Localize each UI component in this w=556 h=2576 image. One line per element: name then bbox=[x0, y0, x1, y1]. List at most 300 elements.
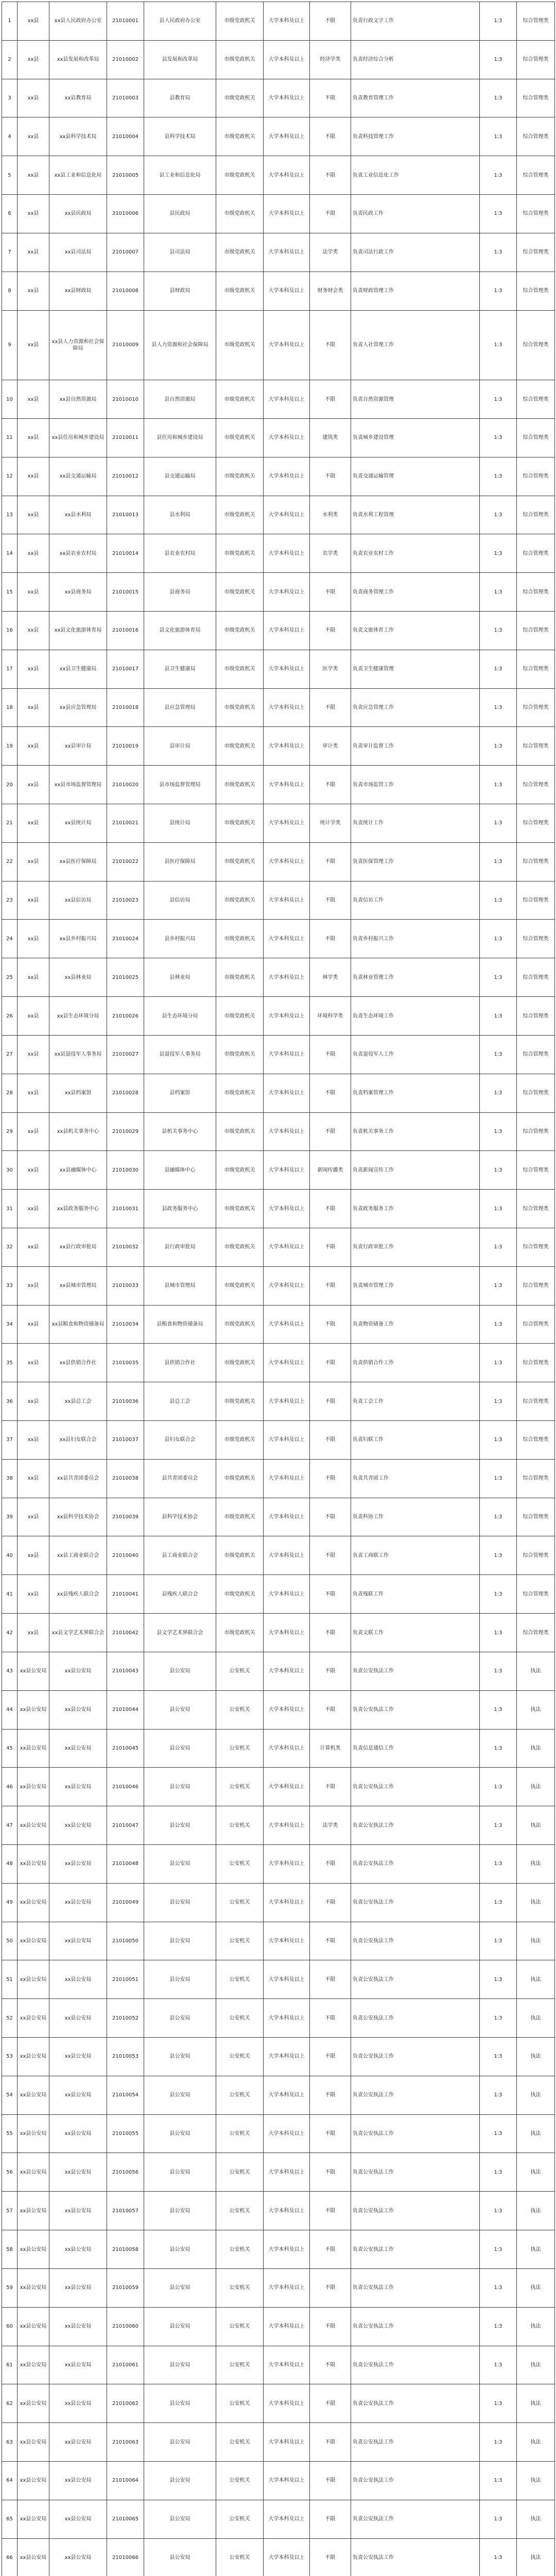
cell-position-type: 市级党政机关 bbox=[216, 534, 264, 573]
cell-row-number: 30 bbox=[2, 1151, 18, 1190]
cell-ratio: 1:3 bbox=[480, 1768, 517, 1806]
cell-position-type: 市级党政机关 bbox=[216, 40, 264, 79]
cell-employer: 县自然资源局 bbox=[144, 380, 216, 419]
cell-category: 综合管理类 bbox=[517, 2, 555, 41]
cell-ratio: 1:3 bbox=[480, 1806, 517, 1845]
cell-position-type: 市级党政机关 bbox=[216, 997, 264, 1036]
cell-education: 大学本科及以上 bbox=[264, 573, 310, 612]
cell-employer: 县科学技术局 bbox=[144, 117, 216, 156]
cell-category: 综合管理类 bbox=[517, 1035, 555, 1074]
cell-position-type: 公安机关 bbox=[216, 1960, 264, 1999]
cell-department: xx县审计局 bbox=[49, 727, 107, 766]
cell-position-type: 市级党政机关 bbox=[216, 1421, 264, 1460]
recruitment-table bbox=[2, 2, 555, 2576]
cell-education: 大学本科及以上 bbox=[264, 195, 310, 233]
cell-department: xx县文学艺术界联合会 bbox=[49, 1614, 107, 1652]
table-row bbox=[2, 1999, 555, 2038]
cell-ratio: 1:3 bbox=[480, 611, 517, 650]
cell-major: 计算机类 bbox=[310, 1729, 351, 1768]
cell-job-description: 负责供销合作工作 bbox=[351, 1344, 480, 1382]
cell-category: 执法 bbox=[517, 1844, 555, 1883]
cell-education: 大学本科及以上 bbox=[264, 2384, 310, 2423]
cell-category: 综合管理类 bbox=[517, 1575, 555, 1614]
cell-position-type: 市级党政机关 bbox=[216, 457, 264, 496]
cell-major: 不限 bbox=[310, 611, 351, 650]
cell-education: 大学本科及以上 bbox=[264, 1844, 310, 1883]
cell-education: 大学本科及以上 bbox=[264, 457, 310, 496]
cell-region: xx县 bbox=[18, 842, 49, 881]
cell-employer: 县公安局 bbox=[144, 2153, 216, 2192]
cell-major: 不限 bbox=[310, 1421, 351, 1460]
cell-ratio: 1:3 bbox=[480, 2192, 517, 2230]
table-row bbox=[2, 457, 555, 496]
cell-employer: 县司法局 bbox=[144, 233, 216, 272]
cell-position-code: 21010065 bbox=[107, 2500, 144, 2538]
cell-position-type: 市级党政机关 bbox=[216, 611, 264, 650]
cell-major: 不限 bbox=[310, 156, 351, 195]
cell-ratio: 1:3 bbox=[480, 40, 517, 79]
cell-category: 综合管理类 bbox=[517, 611, 555, 650]
cell-category: 综合管理类 bbox=[517, 1228, 555, 1266]
cell-region: xx县 bbox=[18, 650, 49, 688]
cell-department: xx县财政局 bbox=[49, 272, 107, 310]
cell-region: xx县 bbox=[18, 1151, 49, 1190]
cell-employer: 县公安局 bbox=[144, 1652, 216, 1690]
cell-department: xx县公安局 bbox=[49, 1652, 107, 1690]
table-row bbox=[2, 2268, 555, 2307]
cell-ratio: 1:3 bbox=[480, 650, 517, 688]
table-row bbox=[2, 2307, 555, 2346]
cell-education: 大学本科及以上 bbox=[264, 2268, 310, 2307]
cell-education: 大学本科及以上 bbox=[264, 611, 310, 650]
cell-department: xx县公安局 bbox=[49, 1922, 107, 1960]
cell-major: 统计学类 bbox=[310, 804, 351, 843]
cell-major: 审计类 bbox=[310, 727, 351, 766]
cell-category: 综合管理类 bbox=[517, 79, 555, 117]
cell-education: 大学本科及以上 bbox=[264, 727, 310, 766]
cell-department: xx县粮食和物资储备局 bbox=[49, 1305, 107, 1344]
cell-job-description: 负责退役军人工作 bbox=[351, 1035, 480, 1074]
cell-department: xx县市场监督管理局 bbox=[49, 766, 107, 804]
cell-category: 综合管理类 bbox=[517, 195, 555, 233]
cell-major: 不限 bbox=[310, 1266, 351, 1305]
cell-row-number: 65 bbox=[2, 2500, 18, 2538]
cell-employer: 县档案馆 bbox=[144, 1074, 216, 1112]
cell-row-number: 62 bbox=[2, 2384, 18, 2423]
cell-major: 不限 bbox=[310, 1575, 351, 1614]
cell-row-number: 37 bbox=[2, 1421, 18, 1460]
cell-region: xx县 bbox=[18, 1421, 49, 1460]
cell-employer: 县民政局 bbox=[144, 195, 216, 233]
cell-position-code: 21010054 bbox=[107, 2076, 144, 2114]
cell-employer: 县信访局 bbox=[144, 881, 216, 920]
table-row bbox=[2, 1690, 555, 1729]
cell-department: xx县行政审批局 bbox=[49, 1228, 107, 1266]
cell-category: 执法 bbox=[517, 2076, 555, 2114]
cell-ratio: 1:3 bbox=[480, 457, 517, 496]
cell-position-type: 公安机关 bbox=[216, 2038, 264, 2076]
cell-ratio: 1:3 bbox=[480, 310, 517, 380]
cell-row-number: 60 bbox=[2, 2307, 18, 2346]
cell-region: xx县公安局 bbox=[18, 2038, 49, 2076]
cell-ratio: 1:3 bbox=[480, 2461, 517, 2500]
cell-region: xx县 bbox=[18, 310, 49, 380]
cell-job-description: 负责公安执法工作 bbox=[351, 2423, 480, 2462]
cell-major: 不限 bbox=[310, 1305, 351, 1344]
cell-major: 不限 bbox=[310, 2, 351, 41]
cell-row-number: 2 bbox=[2, 40, 18, 79]
cell-category: 执法 bbox=[517, 2153, 555, 2192]
cell-job-description: 负责行政文字工作 bbox=[351, 2, 480, 41]
cell-education: 大学本科及以上 bbox=[264, 233, 310, 272]
table-row bbox=[2, 1382, 555, 1421]
cell-ratio: 1:3 bbox=[480, 727, 517, 766]
cell-region: xx县 bbox=[18, 573, 49, 612]
cell-category: 综合管理类 bbox=[517, 842, 555, 881]
cell-ratio: 1:3 bbox=[480, 2076, 517, 2114]
cell-major: 不限 bbox=[310, 1190, 351, 1228]
cell-employer: 县财政局 bbox=[144, 272, 216, 310]
table-row bbox=[2, 195, 555, 233]
cell-position-code: 21010059 bbox=[107, 2268, 144, 2307]
cell-row-number: 15 bbox=[2, 573, 18, 612]
cell-job-description: 负责生态环境工作 bbox=[351, 997, 480, 1036]
cell-department: xx县公安局 bbox=[49, 2153, 107, 2192]
cell-major: 不限 bbox=[310, 457, 351, 496]
cell-category: 综合管理类 bbox=[517, 1151, 555, 1190]
cell-position-code: 21010040 bbox=[107, 1536, 144, 1575]
table-row bbox=[2, 156, 555, 195]
cell-department: xx县乡村振兴局 bbox=[49, 920, 107, 958]
cell-major: 环境科学类 bbox=[310, 997, 351, 1036]
cell-department: xx县公安局 bbox=[49, 1768, 107, 1806]
table-row bbox=[2, 310, 555, 380]
cell-employer: 县妇女联合会 bbox=[144, 1421, 216, 1460]
cell-row-number: 43 bbox=[2, 1652, 18, 1690]
cell-position-type: 市级党政机关 bbox=[216, 117, 264, 156]
cell-row-number: 56 bbox=[2, 2153, 18, 2192]
table-row bbox=[2, 650, 555, 688]
table-row bbox=[2, 688, 555, 727]
cell-position-code: 21010051 bbox=[107, 1960, 144, 1999]
cell-major: 不限 bbox=[310, 1844, 351, 1883]
cell-education: 大学本科及以上 bbox=[264, 1190, 310, 1228]
cell-region: xx县公安局 bbox=[18, 2268, 49, 2307]
cell-row-number: 44 bbox=[2, 1690, 18, 1729]
cell-region: xx县公安局 bbox=[18, 1690, 49, 1729]
cell-department: xx县融媒体中心 bbox=[49, 1151, 107, 1190]
cell-category: 执法 bbox=[517, 2461, 555, 2500]
cell-education: 大学本科及以上 bbox=[264, 1228, 310, 1266]
cell-region: xx县公安局 bbox=[18, 2538, 49, 2576]
cell-job-description: 负责公安执法工作 bbox=[351, 1806, 480, 1845]
cell-education: 大学本科及以上 bbox=[264, 2500, 310, 2538]
cell-region: xx县 bbox=[18, 1536, 49, 1575]
cell-category: 综合管理类 bbox=[517, 688, 555, 727]
cell-major: 不限 bbox=[310, 2076, 351, 2114]
cell-education: 大学本科及以上 bbox=[264, 1536, 310, 1575]
cell-region: xx县 bbox=[18, 496, 49, 534]
cell-employer: 县科学技术协会 bbox=[144, 1498, 216, 1536]
cell-category: 综合管理类 bbox=[517, 496, 555, 534]
cell-employer: 县市场监督管理局 bbox=[144, 766, 216, 804]
cell-department: xx县公安局 bbox=[49, 2230, 107, 2269]
cell-position-code: 21010022 bbox=[107, 842, 144, 881]
cell-position-type: 公安机关 bbox=[216, 2268, 264, 2307]
cell-education: 大学本科及以上 bbox=[264, 2346, 310, 2384]
cell-job-description: 负责应急管理工作 bbox=[351, 688, 480, 727]
cell-job-description: 负责物资储备工作 bbox=[351, 1305, 480, 1344]
table-row bbox=[2, 920, 555, 958]
cell-row-number: 17 bbox=[2, 650, 18, 688]
cell-category: 综合管理类 bbox=[517, 766, 555, 804]
cell-ratio: 1:3 bbox=[480, 1382, 517, 1421]
cell-education: 大学本科及以上 bbox=[264, 1035, 310, 1074]
cell-major: 不限 bbox=[310, 1459, 351, 1498]
cell-major: 林学类 bbox=[310, 958, 351, 997]
cell-major: 不限 bbox=[310, 310, 351, 380]
cell-education: 大学本科及以上 bbox=[264, 920, 310, 958]
cell-major: 不限 bbox=[310, 2268, 351, 2307]
cell-education: 大学本科及以上 bbox=[264, 1999, 310, 2038]
cell-row-number: 11 bbox=[2, 418, 18, 457]
cell-job-description: 负责司法行政工作 bbox=[351, 233, 480, 272]
cell-row-number: 50 bbox=[2, 1922, 18, 1960]
cell-employer: 县工商业联合会 bbox=[144, 1536, 216, 1575]
cell-category: 综合管理类 bbox=[517, 310, 555, 380]
cell-position-code: 21010003 bbox=[107, 79, 144, 117]
cell-education: 大学本科及以上 bbox=[264, 1729, 310, 1768]
cell-major: 不限 bbox=[310, 2153, 351, 2192]
cell-employer: 县发展和改革局 bbox=[144, 40, 216, 79]
cell-row-number: 57 bbox=[2, 2192, 18, 2230]
cell-job-description: 负责公安执法工作 bbox=[351, 2500, 480, 2538]
cell-position-type: 市级党政机关 bbox=[216, 1305, 264, 1344]
cell-department: xx县供销合作社 bbox=[49, 1344, 107, 1382]
cell-education: 大学本科及以上 bbox=[264, 1690, 310, 1729]
cell-category: 综合管理类 bbox=[517, 457, 555, 496]
cell-employer: 县公安局 bbox=[144, 2307, 216, 2346]
cell-department: xx县应急管理局 bbox=[49, 688, 107, 727]
cell-row-number: 7 bbox=[2, 233, 18, 272]
cell-major: 不限 bbox=[310, 1498, 351, 1536]
cell-category: 执法 bbox=[517, 1922, 555, 1960]
cell-ratio: 1:3 bbox=[480, 1960, 517, 1999]
cell-ratio: 1:3 bbox=[480, 1035, 517, 1074]
cell-major: 水利类 bbox=[310, 496, 351, 534]
cell-major: 不限 bbox=[310, 688, 351, 727]
cell-education: 大学本科及以上 bbox=[264, 2038, 310, 2076]
cell-region: xx县 bbox=[18, 1382, 49, 1421]
cell-category: 综合管理类 bbox=[517, 1421, 555, 1460]
cell-major: 不限 bbox=[310, 1883, 351, 1922]
cell-ratio: 1:3 bbox=[480, 1536, 517, 1575]
cell-department: xx县公安局 bbox=[49, 1844, 107, 1883]
cell-position-code: 21010024 bbox=[107, 920, 144, 958]
cell-job-description: 负责公安执法工作 bbox=[351, 1652, 480, 1690]
cell-position-type: 市级党政机关 bbox=[216, 233, 264, 272]
cell-position-code: 21010015 bbox=[107, 573, 144, 612]
cell-ratio: 1:3 bbox=[480, 1228, 517, 1266]
cell-position-type: 市级党政机关 bbox=[216, 195, 264, 233]
cell-position-type: 市级党政机关 bbox=[216, 418, 264, 457]
cell-category: 综合管理类 bbox=[517, 40, 555, 79]
cell-position-code: 21010026 bbox=[107, 997, 144, 1036]
table-row bbox=[2, 1575, 555, 1614]
cell-education: 大学本科及以上 bbox=[264, 997, 310, 1036]
cell-ratio: 1:3 bbox=[480, 804, 517, 843]
cell-category: 综合管理类 bbox=[517, 573, 555, 612]
cell-position-code: 21010056 bbox=[107, 2153, 144, 2192]
cell-row-number: 51 bbox=[2, 1960, 18, 1999]
cell-region: xx县公安局 bbox=[18, 1652, 49, 1690]
cell-row-number: 23 bbox=[2, 881, 18, 920]
table-row bbox=[2, 1883, 555, 1922]
cell-ratio: 1:3 bbox=[480, 1151, 517, 1190]
cell-employer: 县林业局 bbox=[144, 958, 216, 997]
cell-row-number: 19 bbox=[2, 727, 18, 766]
table-row bbox=[2, 2384, 555, 2423]
cell-position-code: 21010012 bbox=[107, 457, 144, 496]
cell-job-description: 负责教育管理工作 bbox=[351, 79, 480, 117]
cell-region: xx县 bbox=[18, 997, 49, 1036]
cell-row-number: 58 bbox=[2, 2230, 18, 2269]
cell-position-type: 市级党政机关 bbox=[216, 881, 264, 920]
table-row bbox=[2, 1035, 555, 1074]
cell-major: 不限 bbox=[310, 2114, 351, 2153]
cell-region: xx县 bbox=[18, 40, 49, 79]
cell-ratio: 1:3 bbox=[480, 1344, 517, 1382]
cell-category: 综合管理类 bbox=[517, 1074, 555, 1112]
cell-department: xx县信访局 bbox=[49, 881, 107, 920]
table-row bbox=[2, 1652, 555, 1690]
table-row bbox=[2, 2153, 555, 2192]
cell-category: 执法 bbox=[517, 2230, 555, 2269]
cell-employer: 县公安局 bbox=[144, 1768, 216, 1806]
cell-department: xx县医疗保障局 bbox=[49, 842, 107, 881]
cell-education: 大学本科及以上 bbox=[264, 310, 310, 380]
cell-category: 综合管理类 bbox=[517, 1190, 555, 1228]
cell-job-description: 负责城乡建设管理 bbox=[351, 418, 480, 457]
cell-position-type: 公安机关 bbox=[216, 2346, 264, 2384]
cell-education: 大学本科及以上 bbox=[264, 1459, 310, 1498]
cell-position-type: 市级党政机关 bbox=[216, 1614, 264, 1652]
table-row bbox=[2, 804, 555, 843]
cell-row-number: 5 bbox=[2, 156, 18, 195]
cell-region: xx县公安局 bbox=[18, 1844, 49, 1883]
cell-education: 大学本科及以上 bbox=[264, 496, 310, 534]
cell-education: 大学本科及以上 bbox=[264, 2230, 310, 2269]
cell-position-code: 21010025 bbox=[107, 958, 144, 997]
cell-job-description: 负责农业农村工作 bbox=[351, 534, 480, 573]
cell-position-code: 21010049 bbox=[107, 1883, 144, 1922]
cell-education: 大学本科及以上 bbox=[264, 2423, 310, 2462]
cell-position-type: 市级党政机关 bbox=[216, 272, 264, 310]
cell-position-type: 市级党政机关 bbox=[216, 727, 264, 766]
cell-education: 大学本科及以上 bbox=[264, 650, 310, 688]
cell-job-description: 负责机关事务工作 bbox=[351, 1112, 480, 1151]
cell-job-description: 负责公安执法工作 bbox=[351, 2307, 480, 2346]
cell-major: 农学类 bbox=[310, 534, 351, 573]
cell-category: 综合管理类 bbox=[517, 1498, 555, 1536]
cell-row-number: 45 bbox=[2, 1729, 18, 1768]
cell-department: xx县公安局 bbox=[49, 2461, 107, 2500]
cell-category: 执法 bbox=[517, 1690, 555, 1729]
cell-ratio: 1:3 bbox=[480, 1690, 517, 1729]
cell-position-code: 21010048 bbox=[107, 1844, 144, 1883]
cell-category: 执法 bbox=[517, 1960, 555, 1999]
cell-ratio: 1:3 bbox=[480, 496, 517, 534]
cell-major: 不限 bbox=[310, 2230, 351, 2269]
cell-department: xx县工商业联合会 bbox=[49, 1536, 107, 1575]
table-row bbox=[2, 1960, 555, 1999]
cell-ratio: 1:3 bbox=[480, 418, 517, 457]
cell-position-code: 21010027 bbox=[107, 1035, 144, 1074]
cell-employer: 县行政审批局 bbox=[144, 1228, 216, 1266]
table-row bbox=[2, 1768, 555, 1806]
cell-region: xx县公安局 bbox=[18, 1883, 49, 1922]
table-row bbox=[2, 496, 555, 534]
cell-row-number: 48 bbox=[2, 1844, 18, 1883]
cell-employer: 县公安局 bbox=[144, 2423, 216, 2462]
cell-job-description: 负责行政审批工作 bbox=[351, 1228, 480, 1266]
cell-education: 大学本科及以上 bbox=[264, 1614, 310, 1652]
cell-category: 综合管理类 bbox=[517, 1305, 555, 1344]
cell-position-code: 21010057 bbox=[107, 2192, 144, 2230]
cell-major: 不限 bbox=[310, 842, 351, 881]
cell-position-code: 21010019 bbox=[107, 727, 144, 766]
cell-position-type: 市级党政机关 bbox=[216, 156, 264, 195]
cell-ratio: 1:3 bbox=[480, 2268, 517, 2307]
cell-education: 大学本科及以上 bbox=[264, 2538, 310, 2576]
cell-ratio: 1:3 bbox=[480, 156, 517, 195]
cell-position-type: 公安机关 bbox=[216, 1768, 264, 1806]
cell-ratio: 1:3 bbox=[480, 1999, 517, 2038]
cell-major: 不限 bbox=[310, 1536, 351, 1575]
cell-department: xx县自然资源局 bbox=[49, 380, 107, 419]
cell-category: 执法 bbox=[517, 2384, 555, 2423]
cell-major: 不限 bbox=[310, 1074, 351, 1112]
cell-category: 执法 bbox=[517, 1768, 555, 1806]
cell-position-code: 21010043 bbox=[107, 1652, 144, 1690]
table-row bbox=[2, 766, 555, 804]
cell-category: 执法 bbox=[517, 2114, 555, 2153]
cell-education: 大学本科及以上 bbox=[264, 2192, 310, 2230]
cell-region: xx县公安局 bbox=[18, 2500, 49, 2538]
cell-position-code: 21010055 bbox=[107, 2114, 144, 2153]
cell-ratio: 1:3 bbox=[480, 766, 517, 804]
cell-job-description: 负责财政管理工作 bbox=[351, 272, 480, 310]
cell-ratio: 1:3 bbox=[480, 573, 517, 612]
cell-ratio: 1:3 bbox=[480, 195, 517, 233]
cell-category: 综合管理类 bbox=[517, 418, 555, 457]
cell-department: xx县卫生健康局 bbox=[49, 650, 107, 688]
cell-department: xx县生态环境分局 bbox=[49, 997, 107, 1036]
cell-department: xx县机关事务中心 bbox=[49, 1112, 107, 1151]
cell-ratio: 1:3 bbox=[480, 2230, 517, 2269]
cell-ratio: 1:3 bbox=[480, 842, 517, 881]
cell-row-number: 16 bbox=[2, 611, 18, 650]
cell-employer: 县公安局 bbox=[144, 2114, 216, 2153]
cell-major: 不限 bbox=[310, 2538, 351, 2576]
cell-major: 不限 bbox=[310, 380, 351, 419]
cell-employer: 县公安局 bbox=[144, 1729, 216, 1768]
table-row bbox=[2, 380, 555, 419]
cell-department: xx县公安局 bbox=[49, 1999, 107, 2038]
cell-education: 大学本科及以上 bbox=[264, 842, 310, 881]
cell-ratio: 1:3 bbox=[480, 997, 517, 1036]
cell-region: xx县 bbox=[18, 1498, 49, 1536]
